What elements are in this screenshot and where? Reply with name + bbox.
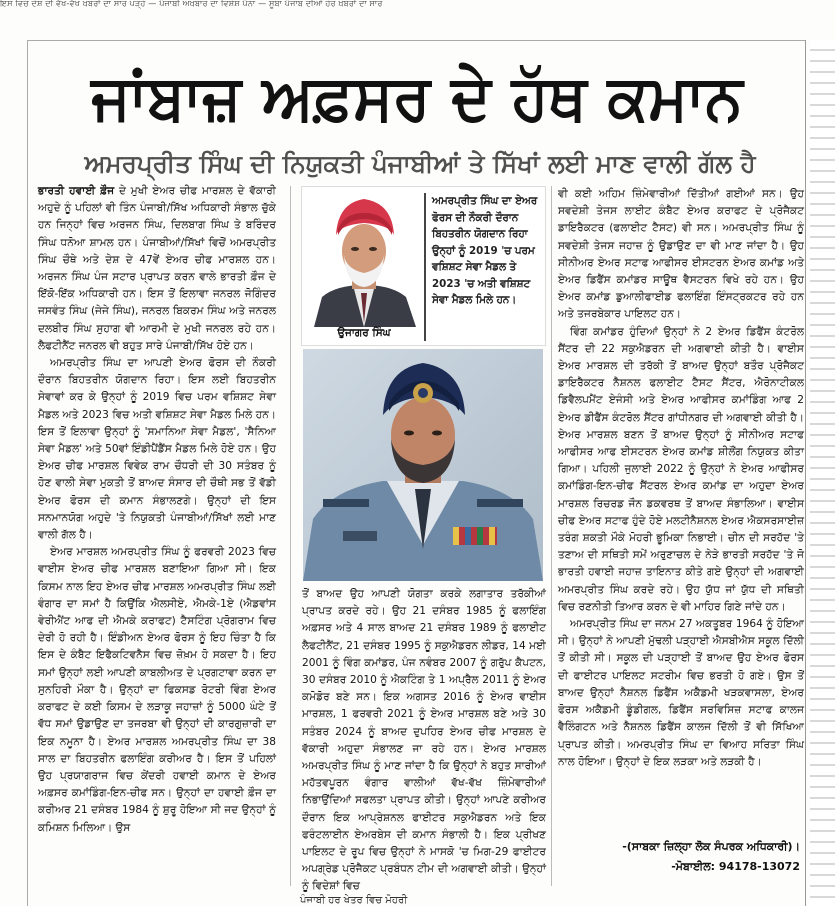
paragraph: ਤੋਂ ਬਾਅਦ ਉਹ ਆਪਣੀ ਯੋਗਤਾ ਕਰਕੇ ਲਗਾਤਾਰ ਤਰੱਕੀਆਂ ਪ੍ਰਾਪਤ ਕਰਦੇ ਰਹੇ। ਉਹ 21 ਦਸੰਬਰ 1985 ਨੂੰ ਫਲਾਇੰਗ ਅਫ਼ਸਰ ਅਤੇ 4 ਸਾਲ ਬਾਅਦ 21 ਦਸੰਬਰ 1989 ਨੂੰ ਫਲਾਈਟ ਲੈਫਟੀਨੈਂਟ, 21 ਦਸੰਬਰ 1995 ਨੂੰ ਸਕੁਐਡਰਨ ਲੀਡਰ, 14 ਮਈ 2001 ਨੂੰ ਵਿੰਗ ਕਮਾਂਡਰ, ਪੰਜ ਨਵੰਬਰ 2007 ਨੂੰ ਗਰੁੱਪ ਕੈਪਟਨ, 30 ਦਸੰਬਰ 2010 ਨੂੰ ਐਕਟਿੰਗ ਤੇ 1 ਅਪ੍ਰੈਲ 2011 ਨੂੰ ਏਅਰ ਕਮੋਡੋਰ ਬਣੇ ਸਨ। ਇਕ ਅਗਸਤ 2016 ਨੂੰ ਏਅਰ ਵਾਈਸ ਮਾਰਸ਼ਲ, 1 ਫਰਵਰੀ 2021 ਨੂੰ ਏਅਰ ਮਾਰਸ਼ਲ ਬਣੇ ਅਤੇ 30 ਸਤੰਬਰ 2024 ਨੂੰ ਬਾਅਦ ਦੁਪਹਿਰ ਏਅਰ ਚੀਫ ਮਾਰਸ਼ਲ ਦੇ ਵੱਕਾਰੀ ਅਹੁਦਾ ਸੰਭਾਲਣ ਜਾ ਰਹੇ ਹਨ। ਏਅਰ ਮਾਰਸ਼ਲ ਅਮਰਪ੍ਰੀਤ ਸਿੰਘ ਨੂੰ ਮਾਣ ਜਾਂਦਾ ਹੈ ਕਿ ਉਨ੍ਹਾਂ ਨੇ ਬਹੁਤ ਸਾਰੀਆਂ ਮਹੱਤਵਪੂਰਨ ਵੰਗਾਰ ਵਾਲੀਆਂ ਵੱਖ-ਵੱਖ ਜ਼ਿੰਮੇਵਾਰੀਆਂ ਨਿਭਾਉਂਦਿਆਂ ਸਫਲਤਾ ਪ੍ਰਾਪਤ ਕੀਤੀ। ਉਨ੍ਹਾਂ ਆਪਣੇ ਕਰੀਅਰ ਦੌਰਾਨ ਇਕ ਆਪ੍ਰੇਸ਼ਨਲ ਫਾਈਟਰ ਸਕੁਐਡਰਨ ਅਤੇ ਇਕ ਫਰੰਟਲਾਈਨ ਏਅਰਬੇਸ ਦੀ ਕਮਾਨ ਸੰਭਾਲੀ ਹੈ। ਇਕ ਪ੍ਰੀਖਣ ਪਾਇਲਟ ਦੇ ਰੂਪ ਵਿਚ ਉਨ੍ਹਾਂ ਨੇ ਮਾਸਕੋ 'ਚ ਮਿਗ-29 ਫਾਈਟਰ ਅਪਗ੍ਰੇਡ ਪ੍ਰੋਜੈਕਟ ਪ੍ਰਬੰਧਨ ਟੀਮ ਦੀ ਅਗਵਾਈ ਕੀਤੀ। ਉਨ੍ਹਾਂ ਨੂੰ ਵਿਦੇਸ਼ਾਂ ਵਿਚ [302,588,546,893]
article-column-1 [38,183,276,885]
headline: ਜਾਂਬਾਜ਼ ਅਫ਼ਸਰ ਦੇ ਹੱਥ ਕਮਾਨ [91,61,743,135]
frame-left-rule [27,40,28,906]
author-name: ਉਜਾਗਰ ਸਿੰਘ [337,327,391,339]
article-column-2 [302,586,546,893]
lead-word: ਭਾਰਤੀ ਹਵਾਈ ਫ਼ੌਜ [38,185,115,197]
frame-top-rule [27,40,806,41]
author-portrait-image [306,189,422,327]
author-mobile: -ਮੋਬਾਈਲ: 94178-13072 [671,860,800,873]
paragraph: ਅਮਰਪ੍ਰੀਤ ਸਿੰਘ ਦਾ ਜਨਮ 27 ਅਕਤੂਬਰ 1964 ਨੂੰ ਹੋਇਆ ਸੀ। ਉਨ੍ਹਾਂ ਨੇ ਆਪਣੀ ਮੁੱਢਲੀ ਪੜ੍ਹਾਈ ਐਸਬੀਐਸ ਸਕੂਲ ਦਿੱਲੀ ਤੋਂ ਕੀਤੀ ਸੀ। ਸਕੂਲ ਦੀ ਪੜ੍ਹਾਈ ਤੋਂ ਬਾਅਦ ਉਹ ਏਅਰ ਫੋਰਸ ਦੀ ਫਾਈਟਰ ਪਾਇਲਟ ਸਟਰੀਮ ਵਿਚ ਭਰਤੀ ਹੋ ਗਏ। ਉਸ ਤੋਂ ਬਾਅਦ ਉਨ੍ਹਾਂ ਨੈਸ਼ਨਲ ਡਿਫੈਂਸ ਅਕੈਡਮੀ ਖੜਕਵਾਸਲਾ, ਏਅਰ ਫੋਰਸ ਅਕੈਡਮੀ ਡੂੰਡੀਗਲ, ਡਿਫੈਂਸ ਸਰਵਿਸਿਜ਼ ਸਟਾਫ ਕਾਲਜ ਵੈਲਿੰਗਟਨ ਅਤੇ ਨੈਸ਼ਨਲ ਡਿਫੈਂਸ ਕਾਲਜ ਦਿੱਲੀ ਤੋਂ ਵੀ ਸਿੱਖਿਆ ਪ੍ਰਾਪਤ ਕੀਤੀ। ਅਮਰਪ੍ਰੀਤ ਸਿੰਘ ਦਾ ਵਿਆਹ ਸਰਿਤਾ ਸਿੰਘ ਨਾਲ ਹੋਇਆ। ਉਨ੍ਹਾਂ ਦੇ ਇਕ ਲੜਕਾ ਅਤੇ ਲੜਕੀ ਹੈ। [558,618,804,768]
paragraph-text: ਦੇ ਮੁਖੀ ਏਅਰ ਚੀਫ ਮਾਰਸ਼ਲ ਦੇ ਵੱਕਾਰੀ ਅਹੁਦੇ ਨੂੰ ਪਹਿਲਾਂ ਵੀ ਤਿੰਨ ਪੰਜਾਬੀ/ਸਿੱਖ ਅਧਿਕਾਰੀ ਸੰਭਾਲ ਚੁੱਕੇ ਹਨ ਜਿਨ੍ਹਾਂ ਵਿਚ ਅਰਜਨ ਸਿੰਘ, ਦਿਲਬਾਗ ਸਿੰਘ ਤੇ ਬਰਿੰਦਰ ਸਿੰਘ ਧਨੋਆ ਸ਼ਾਮਲ ਹਨ। ਪੰਜਾਬੀਆਂ/ਸਿੱਖਾਂ ਵਿਚੋਂ ਅਮਰਪ੍ਰੀਤ ਸਿੰਘ ਚੌਥੇ ਅਤੇ ਦੇਸ਼ ਦੇ 47ਵੇਂ ਏਅਰ ਚੀਫ ਮਾਰਸ਼ਲ ਹਨ। ਅਰਜਨ ਸਿੰਘ ਪੰਜ ਸਟਾਰ ਪ੍ਰਾਪਤ ਕਰਨ ਵਾਲੇ ਭਾਰਤੀ ਫ਼ੌਜ ਦੇ ਇੱਕੋ-ਇੱਕ ਅਧਿਕਾਰੀ ਹਨ। ਇਸ ਤੋਂ ਇਲਾਵਾ ਜਨਰਲ ਜੋਗਿੰਦਰ ਜਸਵੰਤ ਸਿੰਘ (ਜੇਜੇ ਸਿੰਘ), ਜਨਰਲ ਬਿਕਰਮ ਸਿੰਘ ਅਤੇ ਜਨਰਲ ਦਲਬੀਰ ਸਿੰਘ ਸੁਹਾਗ ਵੀ ਆਰਮੀ ਦੇ ਮੁਖੀ ਜਨਰਲ ਰਹੇ ਹਨ। ਲੈਫਟੀਨੈਂਟ ਜਨਰਲ ਵੀ ਬਹੁਤ ਸਾਰੇ ਪੰਜਾਬੀ/ਸਿੱਖ ਹੋਏ ਹਨ। [38,185,276,352]
paragraph: ਵਿੰਗ ਕਮਾਂਡਰ ਹੁੰਦਿਆਂ ਉਨ੍ਹਾਂ ਨੇ 2 ਏਅਰ ਡਿਫੈਂਸ ਕੰਟਰੋਲ ਸੈਂਟਰ ਦੀ 22 ਸਕੁਐਡਰਨ ਦੀ ਅਗਵਾਈ ਕੀਤੀ ਹੈ। ਵਾਈਸ ਏਅਰ ਮਾਰਸ਼ਲ ਦੀ ਤਰੱਕੀ ਤੋਂ ਬਾਅਦ ਉਨ੍ਹਾਂ ਬਤੌਰ ਪ੍ਰੋਜੈਕਟ ਡਾਇਰੈਕਟਰ ਨੈਸ਼ਨਲ ਫਲਾਈਟ ਟੈਸਟ ਸੈਂਟਰ, ਐਰੋਨਾਟੀਕਲ ਡਿਵੈਲਪਮੈਂਟ ਏਜੰਸੀ ਅਤੇ ਏਅਰ ਆਫੀਸਰ ਕਮਾਂਡਿੰਗ ਆਫ 2 ਏਅਰ ਡੀਫੈਂਸ ਕੰਟਰੋਲ ਸੈਂਟਰ ਗਾਂਧੀਨਗਰ ਦੀ ਅਗਵਾਈ ਕੀਤੀ ਹੈ। ਏਅਰ ਮਾਰਸ਼ਲ ਬਣਨ ਤੋਂ ਬਾਅਦ ਉਨ੍ਹਾਂ ਨੂੰ ਸੀਨੀਅਰ ਸਟਾਫ ਆਫੀਸਰ ਆਫ ਈਸਟਰਨ ਏਅਰ ਕਮਾਂਡ ਸ਼ੀਲੌਂਗ ਨਿਯੁਕਤ ਕੀਤਾ ਗਿਆ। ਪਹਿਲੀ ਜੁਲਾਈ 2022 ਨੂੰ ਉਨ੍ਹਾਂ ਨੇ ਏਅਰ ਆਫੀਸਰ ਕਮਾਂਡਿੰਗ-ਇਨ-ਚੀਫ ਸੈਂਟਰਲ ਏਅਰ ਕਮਾਂਡ ਦਾ ਅਹੁਦਾ ਏਅਰ ਮਾਰਸ਼ਲ ਰਿਚਰਡ ਜੌਨ ਡਕਵਰਥ ਤੋਂ ਬਾਅਦ ਸੰਭਾਲਿਆ। ਵਾਈਸ ਚੀਫ ਏਅਰ ਸਟਾਫ ਹੁੰਦੇ ਹੋਏ ਮਲਟੀਨੈਸ਼ਨਲ ਏਅਰ ਐਕਸਰਸਾਈਜ਼ ਤਰੰਗ ਸ਼ਕਤੀ ਮੌਕੇ ਮੋਹਰੀ ਭੂਮਿਕਾ ਨਿਭਾਈ। ਚੀਨ ਦੀ ਸਰਹੱਦ 'ਤੇ ਤਣਾਅ ਦੀ ਸਥਿਤੀ ਸਮੇਂ ਅਰੁਣਾਚਲ ਦੇ ਨੇੜੇ ਭਾਰਤੀ ਸਰਹੱਦ 'ਤੇ ਜੋ ਭਾਰਤੀ ਹਵਾਈ ਜਹਾਜ਼ ਤਾਇਨਾਤ ਕੀਤੇ ਗਏ ਉਨ੍ਹਾਂ ਦੀ ਅਗਵਾਈ ਅਮਰਪ੍ਰੀਤ ਸਿੰਘ ਕਰਦੇ ਰਹੇ। ਉਹ ਯੁੱਧ ਜਾਂ ਯੁੱਧ ਦੀ ਸਥਿਤੀ ਵਿਚ ਰਣਨੀਤੀ ਤਿਆਰ ਕਰਨ ਦੇ ਵੀ ਮਾਹਿਰ ਗਿਣੇ ਜਾਂਦੇ ਹਨ। [558,325,804,613]
author-designation: -(ਸਾਬਕਾ ਜ਼ਿਲ੍ਹਾ ਲੋਕ ਸੰਪਰਕ ਅਧਿਕਾਰੀ)। [622,840,800,853]
paragraph: ਅਮਰਪ੍ਰੀਤ ਸਿੰਘ ਦਾ ਆਪਣੀ ਏਅਰ ਫੋਰਸ ਦੀ ਨੌਕਰੀ ਦੌਰਾਨ ਬਿਹਤਰੀਨ ਯੋਗਦਾਨ ਰਿਹਾ। ਇਸ ਲਈ ਬਿਹਤਰੀਨ ਸੇਵਾਵਾਂ ਕਰ ਕੇ ਉਨ੍ਹਾਂ ਨੂੰ 2019 ਵਿਚ ਪਰਮ ਵਸ਼ਿਸ਼ਟ ਸੇਵਾ ਮੈਡਲ ਅਤੇ 2023 ਵਿਚ ਅਤੀ ਵਸ਼ਿਸ਼ਟ ਸੇਵਾ ਮੈਡਲ ਮਿਲੇ ਹਨ। ਇਸ ਤੋਂ ਇਲਾਵਾ ਉਨ੍ਹਾਂ ਨੂੰ 'ਸਮਾਨਿਆ ਸੇਵਾ ਮੈਡਲ', 'ਸੈਨਿਆ ਸੇਵਾ ਮੈਡਲ' ਅਤੇ 50ਵਾਂ ਇੰਡੀਪੈਂਡੈਂਸ ਮੈਡਲ ਮਿਲੇ ਹੋਏ ਹਨ। ਉਹ ਏਅਰ ਚੀਫ ਮਾਰਸ਼ਲ ਵਿਵੇਕ ਰਾਮ ਚੌਧਰੀ ਦੀ 30 ਸਤੰਬਰ ਨੂੰ ਹੋਣ ਵਾਲੀ ਸੇਵਾ ਮੁਕਤੀ ਤੋਂ ਬਾਅਦ ਸੰਸਾਰ ਦੀ ਚੌਥੀ ਸਭ ਤੋਂ ਵੱਡੀ ਏਅਰ ਫੋਰਸ ਦੀ ਕਮਾਨ ਸੰਭਾਲਣਗੇ। ਉਨ੍ਹਾਂ ਦੀ ਇਸ ਸਨਮਾਨਯੋਗ ਅਹੁਦੇ 'ਤੇ ਨਿਯੁਕਤੀ ਪੰਜਾਬੀਆਂ/ਸਿੱਖਾਂ ਲਈ ਮਾਣ ਵਾਲੀ ਗੱਲ ਹੈ। [38,357,276,542]
author-inset [301,186,546,346]
subheadline: ਅਮਰਪ੍ਰੀਤ ਸਿੰਘ ਦੀ ਨਿਯੁਕਤੀ ਪੰਜਾਬੀਆਂ ਤੇ ਸਿੱਖਾਂ ਲਈ ਮਾਣ ਵਾਲੀ ਗੱਲ ਹੈ [84,149,756,178]
previous-article-strip: ਇਸ ਵਿਚ ਦੇਸ਼ ਦੀ ਵੱਖ-ਵੱਖ ਖ਼ਬਰਾਂ ਦਾ ਸਾਰ ਪੜ੍ਹੋ — ਪੰਜਾਬੀ ਅਖ਼ਬਾਰ ਦਾ ਵਿਸ਼ੇਸ਼ ਪੰਨਾ — ਸੂਬਾ ਪੰਜਾਬ ਦੀਆਂ ਹੋਰ ਖ਼ਬਰਾਂ ਦਾ ਸਾਰ [0,0,383,8]
air-marshal-photo [303,349,543,581]
column-rule-2 [551,186,552,886]
frame-right-rule [805,40,806,906]
paragraph: ਵੀ ਕਈ ਅਹਿਮ ਜ਼ਿੰਮੇਵਾਰੀਆਂ ਦਿੱਤੀਆਂ ਗਈਆਂ ਸਨ। ਉਹ ਸਵਦੇਸ਼ੀ ਤੇਜਸ ਲਾਈਟ ਕੰਬੈਟ ਏਅਰ ਕਰਾਫਟ ਦੇ ਪ੍ਰੋਜੈਕਟ ਡਾਇਰੈਕਟਰ (ਫਲਾਈਟ ਟੈਸਟ) ਵੀ ਸਨ। ਅਮਰਪ੍ਰੀਤ ਸਿੰਘ ਨੂੰ ਸਵਦੇਸ਼ੀ ਤੇਜਸ ਜਹਾਜ਼ ਨੂੰ ਉਡਾਉਣ ਦਾ ਵੀ ਮਾਣ ਜਾਂਦਾ ਹੈ। ਉਹ ਸੀਨੀਅਰ ਏਅਰ ਸਟਾਫ ਆਫੀਸਰ ਈਸਟਰਨ ਏਅਰ ਕਮਾਂਡ ਅਤੇ ਏਅਰ ਡਿਫੈਂਸ ਕਮਾਂਡਰ ਸਾਊਥ ਵੈਸਟਰਨ ਵਿਖੇ ਰਹੇ ਹਨ। ਉਹ ਏਅਰ ਕਮਾਂਡ ਡੁਆਲੀਫਾਈਡ ਫਲਾਇੰਗ ਇੰਸਟ੍ਰਕਟਰ ਰਹੇ ਹਨ ਅਤੇ ਤਜਰਬੇਕਾਰ ਪਾਇਲਟ ਹਨ। [558,188,804,321]
paragraph: ਏਅਰ ਮਾਰਸ਼ਲ ਅਮਰਪ੍ਰੀਤ ਸਿੰਘ ਨੂੰ ਫਰਵਰੀ 2023 ਵਿਚ ਵਾਈਸ ਏਅਰ ਚੀਫ ਮਾਰਸ਼ਲ ਬਣਾਇਆ ਗਿਆ ਸੀ। ਇਕ ਕਿਸਮ ਨਾਲ ਇਹ ਏਅਰ ਚੀਫ ਮਾਰਸ਼ਲ ਅਮਰਪ੍ਰੀਤ ਸਿੰਘ ਲਈ ਵੰਗਾਰ ਦਾ ਸਮਾਂ ਹੈ ਕਿਉਂਕਿ ਐਲਸੀਏ, ਐਮਕੇ-1ਏ (ਐਡਵਾਂਸ ਵੇਰੀਐਂਟ ਆਫ ਦੀ ਐਮਕੇ ਕਰਾਫਟ) ਟੈਸਟਿੰਗ ਪ੍ਰੋਗਰਾਮ ਵਿਚ ਦੇਰੀ ਹੋ ਰਹੀ ਹੈ। ਇੰਡੀਅਨ ਏਅਰ ਫੋਰਸ ਨੂੰ ਇਹ ਚਿੰਤਾ ਹੈ ਕਿ ਇਸ ਦੇ ਕੰਬੈਟ ਇਫੈਕਟਿਵਨੈਸ ਵਿਚ ਜ਼ੋਖ਼ਮ ਹੋ ਸਕਦਾ ਹੈ। ਇਹ ਸਮਾਂ ਉਨ੍ਹਾਂ ਲਈ ਆਪਣੀ ਕਾਬਲੀਅਤ ਦੇ ਪ੍ਰਗਟਾਵਾ ਕਰਨ ਦਾ ਸੁਨਹਿਰੀ ਮੌਕਾ ਹੈ। ਉਨ੍ਹਾਂ ਦਾ ਫਿਕਸਡ ਰੋਟਰੀ ਵਿੰਗ ਏਅਰ ਕਰਾਫਟ ਦੇ ਕਈ ਕਿਸਮ ਦੇ ਲੜਾਕੂ ਜਹਾਜ਼ਾਂ ਨੂੰ 5000 ਘੰਟੇ ਤੋਂ ਵੱਧ ਸਮਾਂ ਉਡਾਉਣ ਦਾ ਤਜਰਬਾ ਵੀ ਉਨ੍ਹਾਂ ਦੀ ਕਾਰਗੁਜ਼ਾਰੀ ਦਾ ਇਕ ਨਮੂਨਾ ਹੈ। ਏਅਰ ਮਾਰਸ਼ਲ ਅਮਰਪ੍ਰੀਤ ਸਿੰਘ ਦਾ 38 ਸਾਲ ਦਾ ਬਿਹਤਰੀਨ ਫਲਾਇੰਗ ਕਰੀਅਰ ਹੈ। ਇਸ ਤੋਂ ਪਹਿਲਾਂ ਉਹ ਪ੍ਰਯਾਗਰਾਜ ਵਿਚ ਕੇਂਦਰੀ ਹਵਾਈ ਕਮਾਨ ਦੇ ਏਅਰ ਅਫ਼ਸਰ ਕਮਾਂਡਿੰਗ-ਇਨ-ਚੀਫ ਸਨ। ਉਨ੍ਹਾਂ ਦਾ ਹਵਾਈ ਫ਼ੌਜ ਦਾ ਕਰੀਅਰ 21 ਦਸੰਬਰ 1984 ਨੂੰ ਸ਼ੁਰੂ ਹੋਇਆ ਸੀ ਜਦ ਉਨ੍ਹਾਂ ਨੂੰ ਕਮਿਸ਼ਨ ਮਿਲਿਆ। ਉਸ [38,546,276,834]
pull-quote: ਅਮਰਪ੍ਰੀਤ ਸਿੰਘ ਦਾ ਏਅਰ ਫੋਰਸ ਦੀ ਨੌਕਰੀ ਦੌਰਾਨ ਬਿਹਤਰੀਨ ਯੋਗਦਾਨ ਰਿਹਾ ਉਨ੍ਹਾਂ ਨੂੰ 2019 'ਚ ਪਰਮ ਵਸ਼ਿਸ਼ਟ ਸੇਵਾ ਮੈਡਲ ਤੇ 2023 'ਚ ਅਤੀ ਵਸ਼ਿਸ਼ਟ ਸੇਵਾ ਮੈਡਲ ਮਿਲੇ ਹਨ। [424,193,542,341]
next-article-strip: ਪੰਜਾਬੀ ਹਰ ਖੇਤਰ ਵਿਚ ਮੋਹਰੀ [300,895,408,906]
column-rule-1 [290,186,291,886]
adjacent-column-edge [810,40,835,906]
article-column-3 [558,186,804,836]
paragraph [38,183,276,355]
